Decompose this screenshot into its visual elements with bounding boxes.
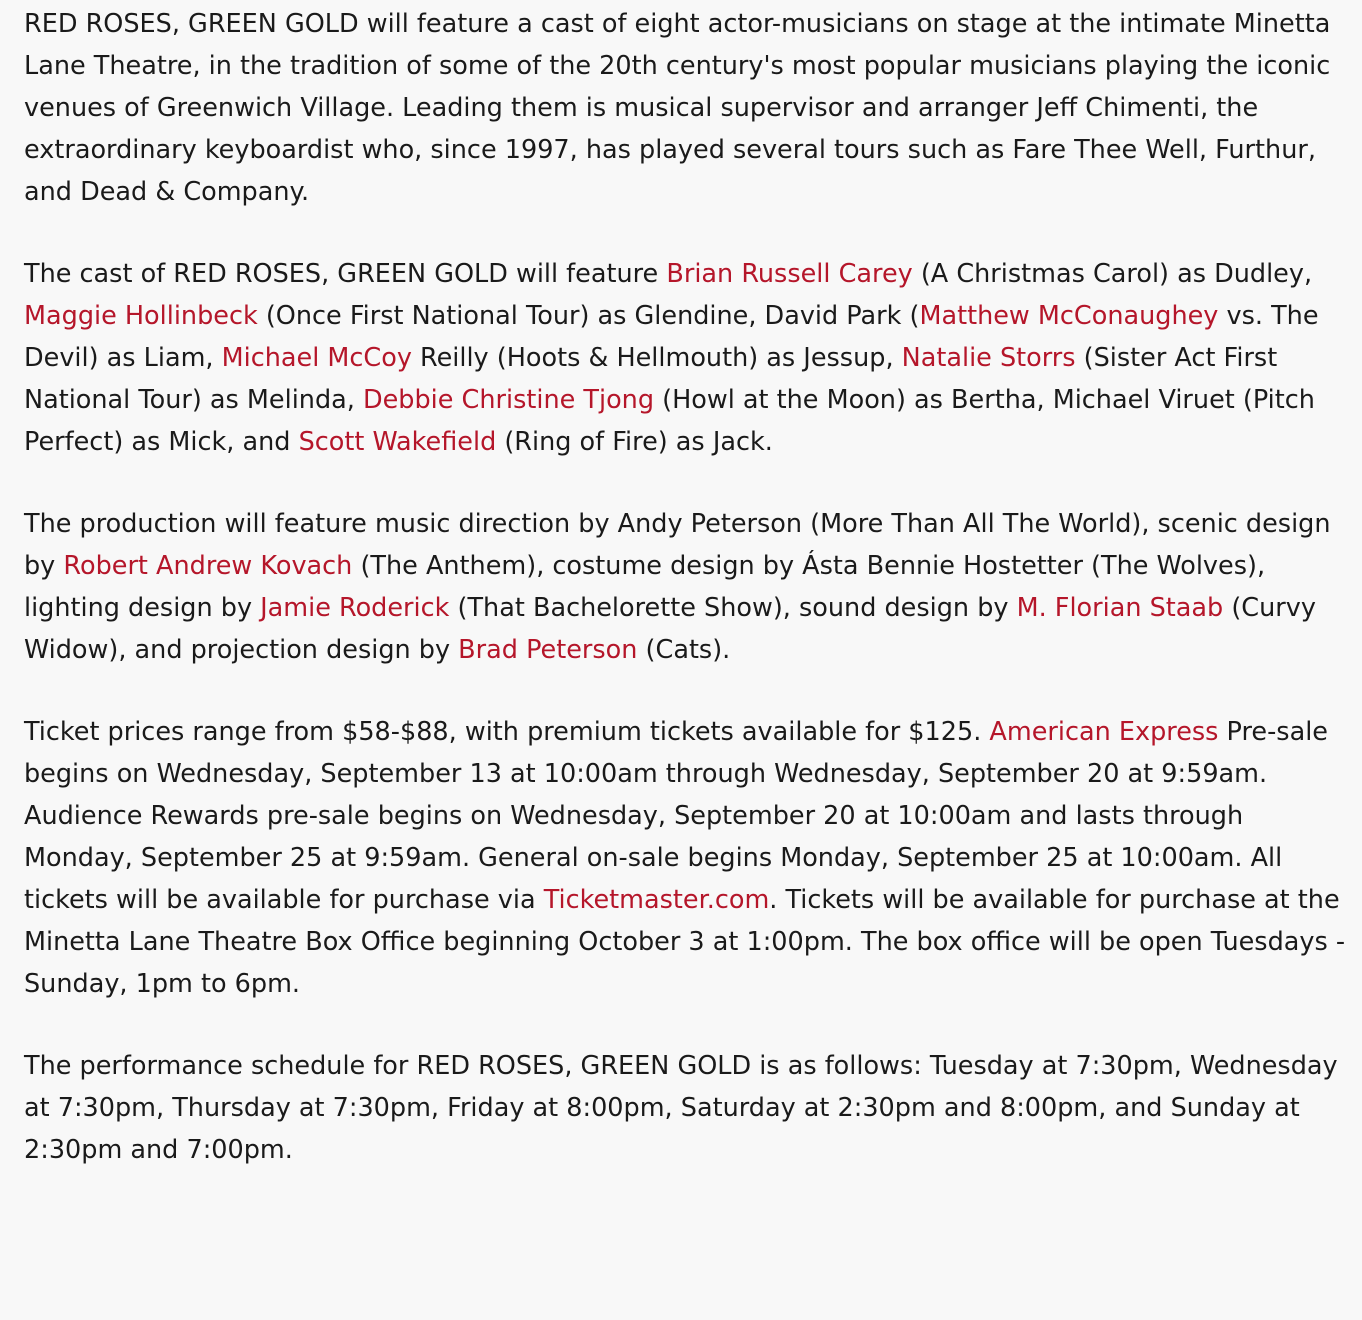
paragraph-schedule bbox=[24, 1045, 1352, 1171]
paragraph-cast-overview bbox=[24, 3, 1352, 213]
paragraph-tickets bbox=[24, 711, 1352, 1005]
paragraph-creative-team bbox=[24, 503, 1352, 671]
text-segment: Pre-sale begins on Wednesday, September 13 at 10:00am through Wednesday, September 20 at 9:59am. Audience Rewards pre-sale begins on Wednesday, September 20 at 10:00am and lasts through Monday, September 25 at 9:59am. General on-sale begins Monday, September 25 at 10:00am. All tickets will be available for purchase via bbox=[24, 717, 1328, 915]
text-segment: vs. The Devil) as Liam, bbox=[24, 301, 1319, 373]
text-segment: (Once First National Tour) as Glendine, David Park ( bbox=[257, 301, 920, 331]
link-matthew-mcconaughey[interactable]: Matthew McConaughey bbox=[919, 301, 1219, 331]
link-debbie-christine-tjong[interactable]: Debbie Christine Tjong bbox=[362, 385, 655, 415]
text-segment: RED ROSES, GREEN GOLD will feature a cast of eight actor-musicians on stage at the intimate Minetta Lane Theatre, in the tradition of some of the 20th century's most popular musicians playing the iconic venues of Greenwich Village. Leading them is musical supervisor and arranger Jeff Chimenti, the extraordinary keyboardist who, since 1997, has played several tours such as Fare Thee Well, Furthur, and Dead & Company. bbox=[24, 9, 1331, 207]
text-segment: (Cats). bbox=[637, 635, 731, 665]
paragraph-cast-list bbox=[24, 253, 1352, 463]
text-segment: The production will feature music direction by Andy Peterson (More Than All The World), scenic design by bbox=[24, 509, 1331, 581]
link-american-express[interactable]: American Express bbox=[989, 717, 1219, 747]
text-segment: Reilly (Hoots & Hellmouth) as Jessup, bbox=[411, 343, 902, 373]
text-segment: (The Anthem), costume design by Ásta Bennie Hostetter (The Wolves), lighting design by bbox=[24, 551, 1266, 623]
text-segment: (Howl at the Moon) as Bertha, Michael Viruet (Pitch Perfect) as Mick, and bbox=[24, 385, 1315, 457]
text-segment: (That Bachelorette Show), sound design by bbox=[449, 593, 1017, 623]
text-segment: The performance schedule for RED ROSES, GREEN GOLD is as follows: Tuesday at 7:30pm, Wednesday at 7:30pm, Thursday at 7:30pm, Friday at 8:00pm, Saturday at 2:30pm and 8:00pm, and Sunday at 2:30pm and 7:00pm. bbox=[24, 1051, 1338, 1165]
link-natalie-storrs[interactable]: Natalie Storrs bbox=[901, 343, 1076, 373]
text-segment: (A Christmas Carol) as Dudley, bbox=[912, 259, 1313, 289]
text-segment: (Ring of Fire) as Jack. bbox=[496, 427, 773, 457]
link-robert-andrew-kovach[interactable]: Robert Andrew Kovach bbox=[63, 551, 353, 581]
link-brian-russell-carey[interactable]: Brian Russell Carey bbox=[666, 259, 913, 289]
text-segment: (Curvy Widow), and projection design by bbox=[24, 593, 1316, 665]
text-segment: (Sister Act First National Tour) as Melinda, bbox=[24, 343, 1278, 415]
link-michael-mccoy[interactable]: Michael McCoy bbox=[221, 343, 412, 373]
link-scott-wakefield[interactable]: Scott Wakefield bbox=[298, 427, 497, 457]
text-segment: . Tickets will be available for purchase at the Minetta Lane Theatre Box Office beginning October 3 at 1:00pm. The box office will be open Tuesdays - Sunday, 1pm to 6pm. bbox=[24, 885, 1346, 999]
text-segment: Ticket prices range from $58-$88, with premium tickets available for $125. bbox=[24, 717, 990, 747]
link-brad-peterson[interactable]: Brad Peterson bbox=[458, 635, 638, 665]
link-m-florian-staab[interactable]: M. Florian Staab bbox=[1016, 593, 1224, 623]
link-jamie-roderick[interactable]: Jamie Roderick bbox=[260, 593, 450, 623]
link-ticketmaster[interactable]: Ticketmaster.com bbox=[543, 885, 770, 915]
link-maggie-hollinbeck[interactable]: Maggie Hollinbeck bbox=[24, 301, 258, 331]
text-segment: The cast of RED ROSES, GREEN GOLD will feature bbox=[24, 259, 667, 289]
